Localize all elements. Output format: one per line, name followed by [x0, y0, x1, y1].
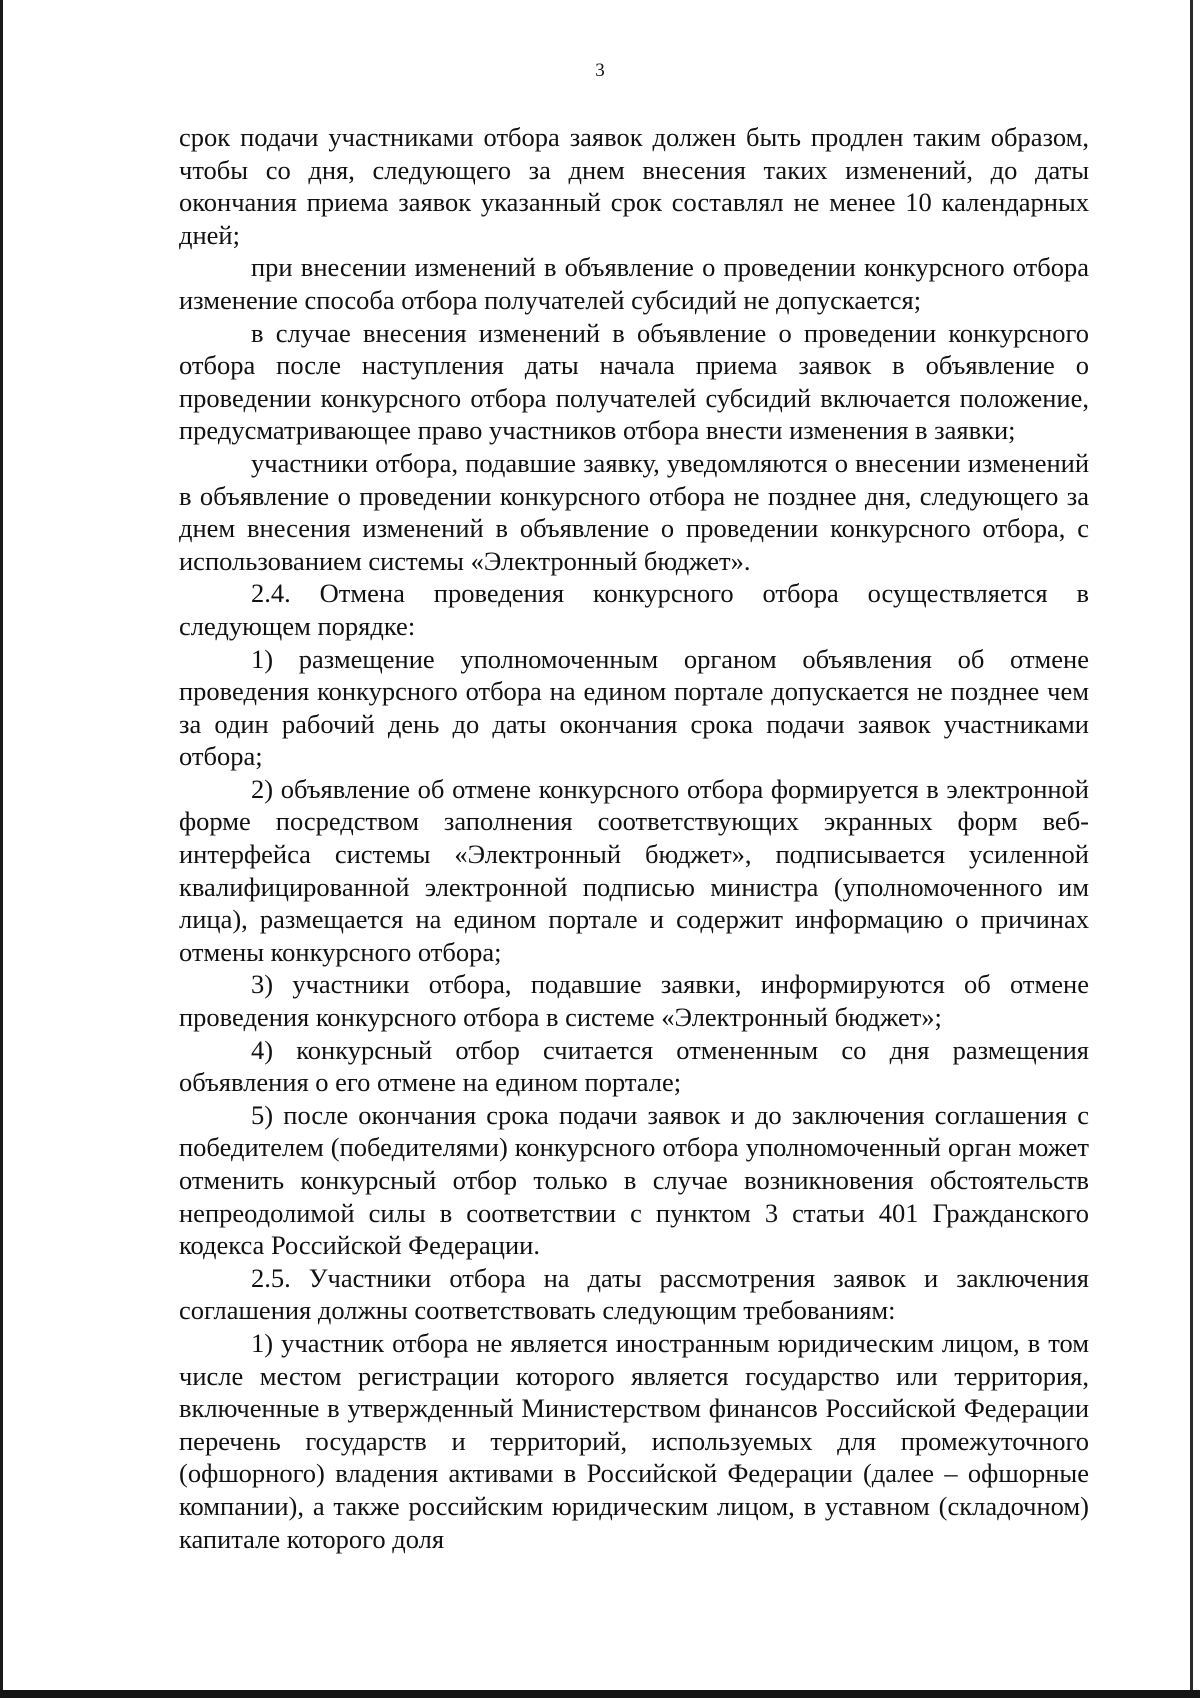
paragraph: при внесении изменений в объявление о проведении конкурсного отбора изменение способа отбора получателей субсидий не допускается;	[179, 252, 1089, 315]
scan-edge-right	[1190, 0, 1193, 1698]
paragraph: срок подачи участниками отбора заявок должен быть продлен таким образом, чтобы со дня, следующего за днем внесения таких изменений, до даты окончания приема заявок указанный срок составлял не менее 10 календарных дней;	[179, 122, 1089, 250]
paragraph: 2.5. Участники отбора на даты рассмотрения заявок и заключения соглашения должны соответствовать следующим требованиям:	[179, 1262, 1089, 1326]
paragraph: участники отбора, подавшие заявку, уведомляются о внесении изменений в объявление о проведении конкурсного отбора не позднее дня, следующего за днем внесения изменений в объявление о проведении конкурсного отбора, с использованием системы «Электронный бюджет».	[179, 447, 1089, 576]
paragraph: 2) объявление об отмене конкурсного отбора формируется в электронной форме посредством заполнения соответствующих экранных форм веб-интерфейса системы «Электронный бюджет», подписывается усиленной квалифицированной электронной подписью министра (уполномоченного им лица), размещается на едином портале и содержит информацию о причинах отмены конкурсного отбора;	[179, 773, 1089, 967]
paragraph: 2.4. Отмена проведения конкурсного отбора осуществляется в следующем порядке:	[179, 578, 1089, 641]
paragraph: 1) размещение уполномоченным органом объявления об отмене проведения конкурсного отбора на едином портале допускается не позднее чем за один рабочий день до даты окончания срока подачи заявок участниками отбора;	[179, 643, 1089, 772]
scan-edge-bottom	[0, 1690, 1200, 1698]
paragraph: 4) конкурсный отбор считается отмененным со дня размещения объявления о его отмене на едином портале;	[179, 1034, 1089, 1098]
page-number: 3	[595, 60, 605, 81]
paragraph: в случае внесения изменений в объявление о проведении конкурсного отбора после наступления даты начала приема заявок в объявление о проведении конкурсного отбора получателей субсидий включается положение, предусматривающее право участников отбора внести изменения в заявки;	[179, 317, 1089, 446]
paragraph: 3) участники отбора, подавшие заявки, информируются об отмене проведения конкурсного отбора в системе «Электронный бюджет»;	[179, 969, 1089, 1033]
scan-edge-left	[0, 0, 3, 1698]
paragraph: 1) участник отбора не является иностранным юридическим лицом, в том числе местом регистрации которого является государство или территория, включенные в утвержденный Министерством финансов Российской Федерации перечень государств и территорий, используемых для промежуточного (офшорного) владения активами в Российской Федерации (далее – офшорные компании), а также российским юридическим лицом, в уставном (складочном) капитале которого доля	[179, 1327, 1089, 1554]
body-text	[179, 121, 1089, 1555]
paragraph: 5) после окончания срока подачи заявок и до заключения соглашения с победителем (победителями) конкурсного отбора уполномоченный орган может отменить конкурсный отбор только в случае возникновения обстоятельств непреодолимой силы в соответствии с пунктом 3 статьи 401 Гражданского кодекса Российской Федерации.	[179, 1099, 1089, 1261]
